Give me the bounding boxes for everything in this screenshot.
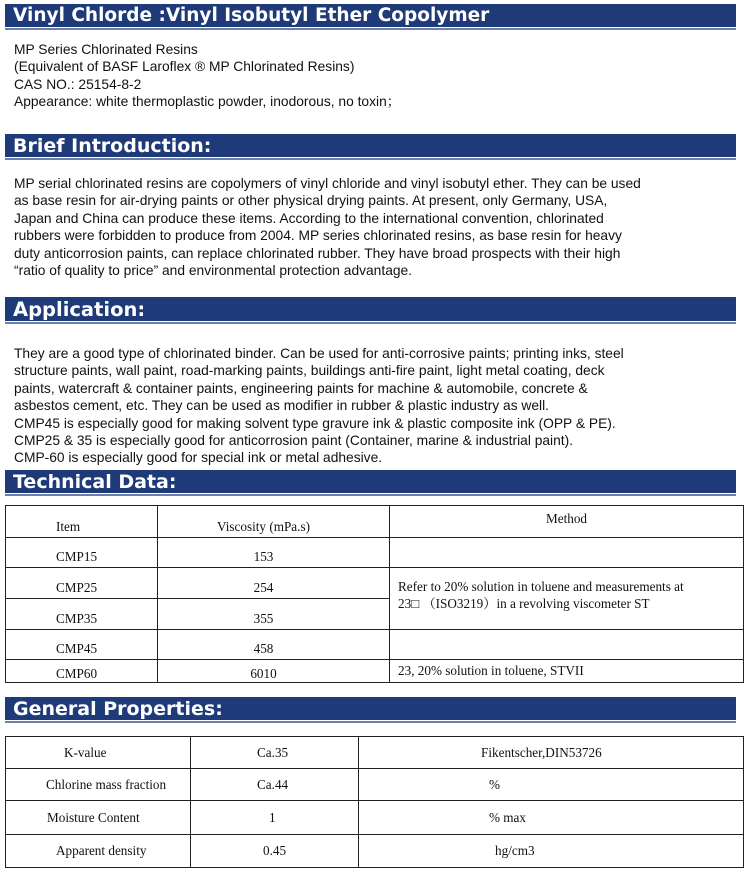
unit-cell: % max bbox=[359, 801, 744, 835]
property-cell: K-value bbox=[6, 737, 191, 769]
application-underline bbox=[5, 322, 736, 324]
column-header: Viscosity (mPa.s) bbox=[158, 506, 390, 538]
table-row bbox=[6, 568, 744, 599]
application-line: CMP-60 is especially good for special ink or metal adhesive. bbox=[14, 450, 383, 466]
viscosity-cell: 153 bbox=[158, 538, 390, 568]
brief-line: duty anticorrosion paints, can replace chlorinated rubber. They have broad prospects with their high bbox=[14, 245, 621, 261]
item-cell: CMP60 bbox=[6, 660, 158, 683]
general-heading-bar bbox=[5, 697, 736, 720]
property-cell: Chlorine mass fraction bbox=[6, 769, 191, 801]
brief-underline bbox=[5, 158, 736, 160]
application-text bbox=[14, 345, 730, 467]
method-cell-empty bbox=[390, 538, 744, 568]
method-cell-empty bbox=[390, 630, 744, 660]
table-row bbox=[6, 538, 744, 568]
viscosity-cell: 355 bbox=[158, 599, 390, 630]
application-line: CMP45 is especially good for making solvent type gravure ink & plastic composite ink (OPP & PE). bbox=[14, 415, 616, 431]
item-cell: CMP45 bbox=[6, 630, 158, 660]
value-cell: Ca.44 bbox=[191, 769, 359, 801]
intro-line: CAS NO.: 25154-8-2 bbox=[14, 76, 142, 92]
table-row bbox=[6, 769, 744, 801]
technical-heading-bar bbox=[5, 470, 736, 493]
method-line: Refer to 20% solution in toluene and measurements at bbox=[398, 579, 684, 594]
viscosity-cell: 6010 bbox=[158, 660, 390, 683]
technical-heading: Technical Data: bbox=[13, 470, 177, 493]
value-cell: Ca.35 bbox=[191, 737, 359, 769]
brief-heading-bar bbox=[5, 134, 736, 157]
value-cell: 0.45 bbox=[191, 835, 359, 868]
general-heading: General Properties: bbox=[13, 697, 223, 720]
item-cell: CMP15 bbox=[6, 538, 158, 568]
property-cell: Moisture Content bbox=[6, 801, 191, 835]
table-row bbox=[6, 630, 744, 660]
brief-text bbox=[14, 175, 730, 279]
intro-block bbox=[14, 41, 730, 111]
application-line: paints, watercraft & container paints, engineering paints for machine & automobile, concrete & bbox=[14, 380, 588, 396]
unit-cell: hg/cm3 bbox=[359, 835, 744, 868]
brief-heading: Brief Introduction: bbox=[13, 134, 212, 157]
brief-line: MP serial chlorinated resins are copolymers of vinyl chloride and vinyl isobutyl ether. They can be used bbox=[14, 176, 641, 191]
brief-line: “ratio of quality to price” and environmental protection advantage. bbox=[14, 263, 413, 279]
table-row bbox=[6, 660, 744, 683]
unit-cell: Fikentscher,DIN53726 bbox=[359, 737, 744, 769]
intro-line: (Equivalent of BASF Laroflex ® MP Chlorinated Resins) bbox=[14, 59, 355, 75]
brief-line: Japan and China can produce these items. According to the international convention, chlorinated bbox=[14, 210, 604, 226]
table-row bbox=[6, 737, 744, 769]
intro-line: MP Series Chlorinated Resins bbox=[14, 42, 198, 57]
application-heading: Application: bbox=[13, 297, 146, 321]
title-underline bbox=[5, 28, 736, 30]
application-line: asbestos cement, etc. They can be used as modifier in rubber & plastic industry as well. bbox=[14, 398, 550, 414]
value-cell: 1 bbox=[191, 801, 359, 835]
application-line: CMP25 & 35 is especially good for anticorrosion paint (Container, marine & industrial paint). bbox=[14, 433, 574, 449]
page-title: Vinyl Chlorde :Vinyl Isobutyl Ether Copolymer bbox=[13, 5, 490, 26]
general-table bbox=[5, 736, 744, 868]
application-line: They are a good type of chlorinated binder. Can be used for anti-corrosive paints; printing inks, steel bbox=[14, 346, 624, 361]
brief-line: rubbers were forbidden to produce from 2004. MP series chlorinated resins, as base resin for heavy bbox=[14, 228, 622, 244]
general-underline bbox=[5, 721, 736, 723]
table-header-row bbox=[6, 506, 744, 538]
method-line: 23□ （ISO3219）in a revolving viscometer ST bbox=[398, 596, 650, 611]
item-cell: CMP35 bbox=[6, 599, 158, 630]
property-cell: Apparent density bbox=[6, 835, 191, 868]
technical-table bbox=[5, 505, 744, 683]
viscosity-cell: 254 bbox=[158, 568, 390, 599]
application-heading-bar bbox=[5, 297, 736, 321]
technical-underline bbox=[5, 494, 736, 496]
title-bar bbox=[5, 4, 736, 27]
viscosity-cell: 458 bbox=[158, 630, 390, 660]
table-row bbox=[6, 835, 744, 868]
table-row bbox=[6, 801, 744, 835]
intro-line: Appearance: white thermoplastic powder, inodorous, no toxin； bbox=[14, 94, 401, 110]
column-header: Method bbox=[390, 506, 744, 538]
method-cell bbox=[390, 568, 744, 630]
application-line: structure paints, wall paint, road-marking paints, buildings anti-fire paint, light metal coating, deck bbox=[14, 363, 605, 379]
column-header: Item bbox=[6, 506, 158, 538]
brief-line: as base resin for air-drying paints or other physical drying paints. At present, only Germany, USA, bbox=[14, 193, 608, 209]
unit-cell: % bbox=[359, 769, 744, 801]
method-cell: 23, 20% solution in toluene, STVII bbox=[390, 660, 744, 683]
item-cell: CMP25 bbox=[6, 568, 158, 599]
